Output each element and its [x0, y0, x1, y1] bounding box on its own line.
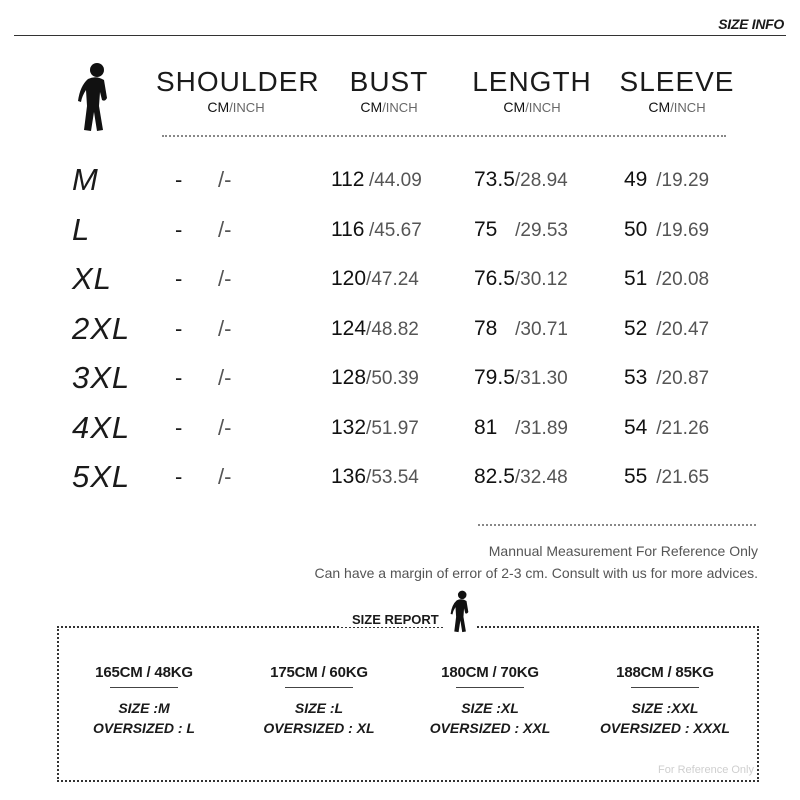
oversized-recommendation: OVERSIZED : XXL [429, 720, 551, 736]
shoulder-cm: - [175, 167, 183, 192]
column-name: SLEEVE [619, 66, 735, 97]
sleeve-cm: 55 [624, 465, 648, 488]
report-column [229, 664, 409, 736]
shoulder-cm: - [175, 415, 183, 440]
sleeve-cm: 51 [624, 267, 648, 290]
size-label: L [72, 212, 91, 247]
size-label: M [72, 162, 99, 197]
shoulder-inch: /- [218, 266, 232, 291]
size-recommendation: SIZE :XXL [631, 700, 699, 716]
bust-cm: 124 [331, 317, 367, 340]
length-cm: 73.5 [474, 168, 515, 191]
unit-inch: /INCH [229, 100, 265, 115]
standing-figure-icon [76, 62, 114, 134]
page-title: SIZE INFO [718, 16, 784, 32]
sleeve-cm: 54 [624, 416, 648, 439]
underline [285, 687, 353, 688]
length-inch: /31.89 [515, 418, 568, 439]
unit-cm: CM [503, 99, 526, 115]
column-name: LENGTH [472, 66, 592, 97]
table-row [0, 360, 800, 400]
length-inch: /28.94 [514, 170, 568, 191]
shoulder-cm: - [175, 266, 183, 291]
size-recommendation: SIZE :L [294, 700, 344, 716]
oversized-recommendation: OVERSIZED : L [93, 720, 195, 736]
bust-inch: /51.97 [366, 418, 419, 439]
unit-inch: /INCH [382, 100, 418, 115]
length-inch: /32.48 [514, 467, 568, 488]
bust-cm: 128 [331, 366, 367, 389]
length-inch: /31.30 [514, 368, 568, 389]
length-inch: /29.53 [515, 220, 568, 241]
column-name: SHOULDER [156, 66, 320, 97]
length-cm: 78 [474, 317, 498, 340]
shoulder-cm: - [175, 365, 183, 390]
unit-cm: CM [360, 99, 383, 115]
shoulder-inch: /- [218, 167, 232, 192]
size-recommendation: SIZE :M [118, 700, 170, 716]
sleeve-inch: /19.29 [656, 170, 710, 191]
sleeve-inch: /19.69 [656, 220, 710, 241]
bust-cm: 112 [331, 168, 365, 191]
oversized-recommendation: OVERSIZED : XXXL [600, 720, 730, 736]
bust-cm: 120 [331, 267, 367, 290]
shoulder-cm: - [175, 316, 183, 341]
column-header-sleeve [597, 67, 757, 115]
bust-inch: /48.82 [366, 319, 419, 340]
table-row [0, 311, 800, 351]
length-cm: 81 [474, 416, 498, 439]
report-column [400, 664, 580, 736]
bust-inch: /45.67 [368, 220, 422, 241]
sleeve-inch: /21.65 [656, 467, 710, 488]
reference-watermark: For Reference Only [658, 764, 754, 776]
bust-inch: /50.39 [366, 368, 419, 389]
margin-note: Can have a margin of error of 2-3 cm. Consult with us for more advices. [314, 565, 758, 581]
table-row [0, 410, 800, 450]
column-name: BUST [349, 66, 429, 97]
shoulder-inch: /- [218, 217, 232, 242]
column-header-length [452, 67, 612, 115]
unit-cm: CM [648, 99, 671, 115]
header-dotted-divider [162, 135, 726, 137]
size-label: 2XL [72, 311, 131, 346]
sleeve-inch: /20.87 [656, 368, 710, 389]
length-cm: 82.5 [474, 465, 515, 488]
bust-cm: 132 [331, 416, 367, 439]
size-report-title: SIZE REPORT [340, 612, 443, 627]
shoulder-cm: - [175, 464, 183, 489]
measurement-note: Mannual Measurement For Reference Only [488, 543, 758, 559]
shoulder-inch: /- [218, 316, 232, 341]
shoulder-inch: /- [218, 464, 232, 489]
bust-cm: 136 [331, 465, 367, 488]
size-label: 4XL [72, 410, 131, 445]
length-inch: /30.12 [514, 269, 568, 290]
shoulder-cm: - [175, 217, 183, 242]
shoulder-inch: /- [218, 415, 232, 440]
size-label: XL [72, 261, 112, 296]
report-column [575, 664, 755, 736]
column-header-bust [309, 67, 469, 115]
length-cm: 76.5 [474, 267, 515, 290]
length-inch: /30.71 [515, 319, 568, 340]
height-weight: 165CM / 48KG [95, 664, 193, 681]
sleeve-inch: /21.26 [656, 418, 710, 439]
header-divider [14, 35, 786, 36]
oversized-recommendation: OVERSIZED : XL [263, 720, 375, 736]
unit-inch: /INCH [670, 100, 706, 115]
sleeve-cm: 50 [624, 218, 648, 241]
height-weight: 180CM / 70KG [441, 664, 539, 681]
sleeve-inch: /20.08 [656, 269, 710, 290]
bust-inch: /47.24 [366, 269, 419, 290]
unit-inch: /INCH [525, 100, 561, 115]
table-row [0, 162, 800, 202]
table-row [0, 212, 800, 252]
sleeve-cm: 53 [624, 366, 648, 389]
length-cm: 79.5 [474, 366, 515, 389]
bust-cm: 116 [331, 218, 365, 241]
unit-cm: CM [207, 99, 230, 115]
table-row [0, 459, 800, 499]
report-column [54, 664, 234, 736]
small-figure-icon [445, 590, 477, 639]
size-recommendation: SIZE :XL [461, 700, 519, 716]
sleeve-inch: /20.47 [656, 319, 710, 340]
bust-inch: /53.54 [366, 467, 419, 488]
underline [456, 687, 524, 688]
underline [110, 687, 178, 688]
underline [631, 687, 699, 688]
height-weight: 188CM / 85KG [616, 664, 714, 681]
height-weight: 175CM / 60KG [270, 664, 368, 681]
sleeve-cm: 49 [624, 168, 648, 191]
shoulder-inch: /- [218, 365, 232, 390]
bust-inch: /44.09 [368, 170, 422, 191]
sleeve-cm: 52 [624, 317, 648, 340]
size-label: 5XL [72, 459, 131, 494]
size-label: 3XL [72, 360, 131, 395]
table-row [0, 261, 800, 301]
notes-dotted-divider [478, 524, 756, 526]
length-cm: 75 [474, 218, 498, 241]
column-header-shoulder [156, 66, 320, 115]
